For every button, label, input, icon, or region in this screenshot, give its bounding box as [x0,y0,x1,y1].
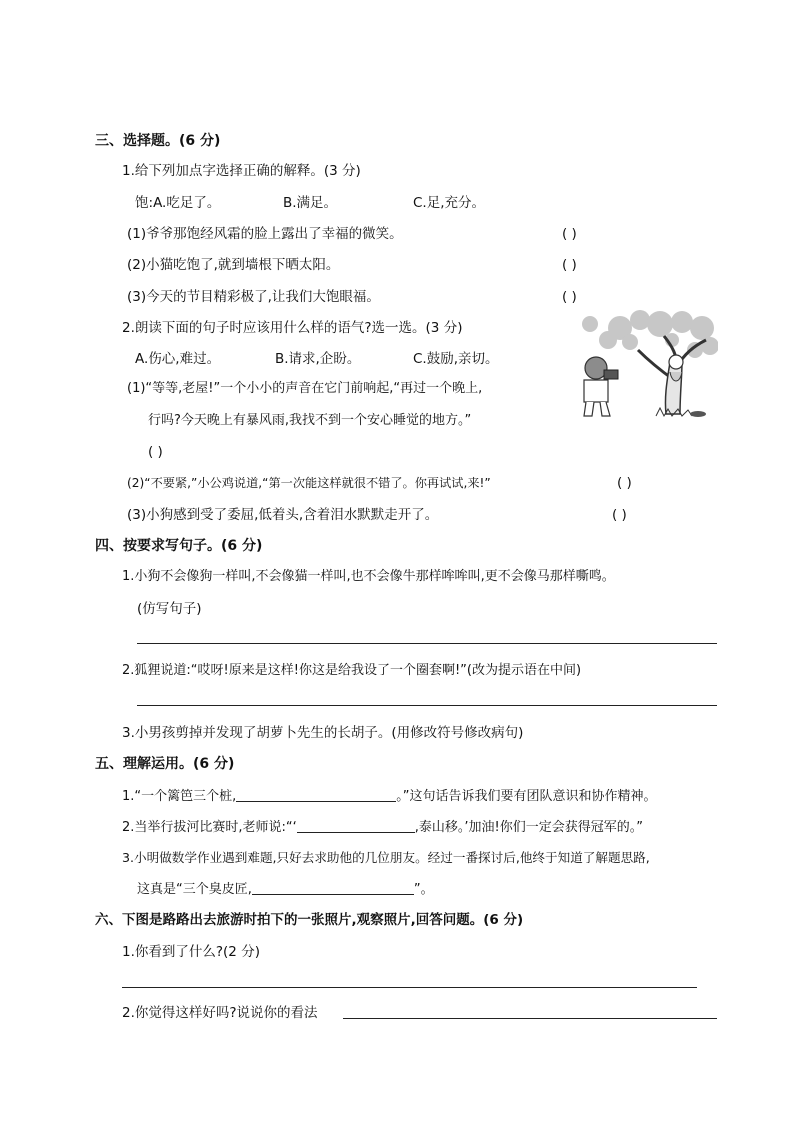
child-photographing-tree-illustration [560,310,718,420]
fill-blank[interactable] [297,818,415,833]
answer-paren[interactable]: ( ) [562,226,577,242]
s5-q2-post: ,泰山移。’加油!你们一定会获得冠军的。” [414,820,644,835]
answer-paren[interactable]: ( ) [562,289,577,305]
s3-q2-item-1-line-2: 行吗?今天晚上有暴风雨,我找不到一个安心睡觉的地方。” [148,413,472,428]
s5-q1 [122,787,657,806]
s6-q1: 1.你看到了什么?(2 分) [122,944,260,960]
answer-line[interactable] [122,987,697,988]
s3-q2-item-2: (2)“不要紧,”小公鸡说道,“第一次能这样就很不错了。你再试试,来!” [127,476,491,490]
answer-paren[interactable]: ( ) [617,475,632,491]
option-c: C.足,充分。 [413,195,486,211]
s3-q1-prompt: 1.给下列加点字选择正确的解释。(3 分) [122,163,361,179]
section-5-heading: 五、理解运用。(6 分) [95,756,235,772]
s3-q1-item-1: (1)爷爷那饱经风霜的脸上露出了幸福的微笑。 [127,226,403,242]
s5-q3-post: ”。 [413,882,434,897]
fill-blank[interactable] [236,787,396,802]
option-a: A.吃足了。 [153,195,221,211]
answer-paren[interactable]: ( ) [562,257,577,273]
s4-q1-hint: (仿写句子) [137,601,202,617]
s4-q2: 2.狐狸说道:“哎呀!原来是这样!你这是给我设了一个圈套啊!”(改为提示语在中间) [122,663,582,678]
s5-q1-pre: 1.“一个篱笆三个桩, [122,789,237,804]
s5-q3-line-2 [137,880,434,899]
answer-line[interactable] [343,1018,717,1019]
s3-q2-item-3: (3)小狗感到受了委屈,低着头,含着泪水默默走开了。 [127,507,439,523]
option-c: C.鼓励,亲切。 [413,351,499,367]
option-b: B.请求,企盼。 [275,351,361,367]
s4-q3: 3.小男孩剪掉并发现了胡萝卜先生的长胡子。(用修改符号修改病句) [122,725,524,741]
fill-blank[interactable] [252,880,414,895]
s5-q2-pre: 2.当举行拔河比赛时,老师说:“‘ [122,820,297,835]
section-6-heading: 六、下图是路路出去旅游时拍下的一张照片,观察照片,回答问题。(6 分) [95,912,524,928]
answer-paren[interactable]: ( ) [612,507,627,523]
s3-q1-item-2: (2)小猫吃饱了,就到墙根下晒太阳。 [127,257,340,273]
s3-q1-item-3: (3)今天的节目精彩极了,让我们大饱眼福。 [127,289,380,305]
s6-q2: 2.你觉得这样好吗?说说你的看法 [122,1005,318,1021]
s4-q1: 1.小狗不会像狗一样叫,不会像猫一样叫,也不会像牛那样哞哞叫,更不会像马那样嘶鸣。 [122,569,615,584]
answer-paren[interactable]: ( ) [148,444,163,460]
s5-q3-pre: 这真是“三个臭皮匠, [137,882,252,897]
options-prefix: 饱: [135,195,154,211]
section-3-heading: 三、选择题。(6 分) [95,133,221,149]
answer-line[interactable] [137,705,717,706]
answer-line[interactable] [137,643,717,644]
s5-q3-line-1: 3.小明做数学作业遇到难题,只好去求助他的几位朋友。经过一番探讨后,他终于知道了解题思路, [122,850,650,865]
option-a: A.伤心,难过。 [135,351,221,367]
section-4-heading: 四、按要求写句子。(6 分) [95,538,263,554]
s3-q2-item-1-line-1: (1)“等等,老屋!”一个小小的声音在它门前响起,“再过一个晚上, [127,381,483,396]
option-b: B.满足。 [283,195,338,211]
s3-q2-prompt: 2.朗读下面的句子时应该用什么样的语气?选一选。(3 分) [122,320,463,336]
s3-q1-options [135,194,220,212]
s5-q2 [122,818,643,837]
s5-q1-post: 。”这句话告诉我们要有团队意识和协作精神。 [396,789,657,804]
